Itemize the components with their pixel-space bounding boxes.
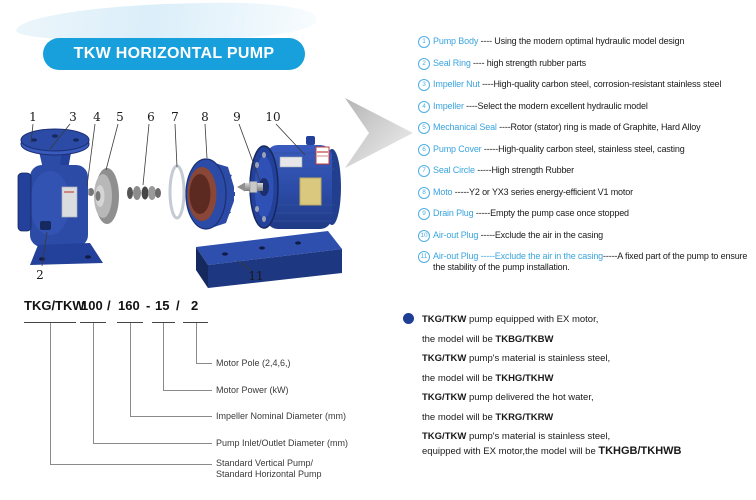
label-standard-pump-1: Standard Vertical Pump/ bbox=[216, 458, 314, 468]
label-standard-pump-2: Standard Horizontal Pump bbox=[216, 469, 322, 479]
feature-name: Seal Circle bbox=[433, 165, 475, 175]
feature-item-7 bbox=[418, 165, 754, 177]
callout-label-1: 1 bbox=[29, 110, 37, 124]
model-code: TKHG/TKHW bbox=[495, 372, 554, 384]
number-badge-icon: 7 bbox=[418, 165, 430, 177]
feature-name: Moto bbox=[433, 186, 453, 197]
model-separator: / bbox=[176, 298, 180, 313]
callout-label-7: 7 bbox=[171, 110, 179, 124]
number-badge-icon: 1 bbox=[418, 36, 430, 48]
feature-name: Air-out Plug -----Exclude the air in the casing bbox=[433, 251, 604, 261]
model-segment-series: TKG/TKW bbox=[24, 298, 85, 313]
callout-label-8: 8 bbox=[201, 110, 209, 124]
number-badge-icon: 2 bbox=[418, 58, 430, 70]
feature-desc: -----Exclude the air in the casing bbox=[478, 229, 604, 240]
label-impeller-diameter: Impeller Nominal Diameter (mm) bbox=[216, 411, 347, 421]
feature-desc: -----High strength Rubber bbox=[474, 165, 575, 175]
feature-desc: -----High-quality carbon steel, stainless steel, casting bbox=[481, 143, 685, 154]
feature-item-1 bbox=[418, 36, 754, 48]
connector-line bbox=[196, 363, 212, 364]
callout-label-4: 4 bbox=[93, 110, 101, 124]
number-badge-icon: 4 bbox=[418, 101, 430, 113]
feature-name: Impeller Nut bbox=[433, 79, 480, 89]
note-group-stainless bbox=[422, 349, 754, 388]
feature-name: Impeller bbox=[433, 100, 464, 111]
feature-item-8 bbox=[418, 187, 754, 199]
feature-name: Seal Ring bbox=[433, 57, 471, 68]
model-code: TKRG/TKRW bbox=[495, 411, 554, 423]
feature-desc: -----Empty the pump case once stopped bbox=[473, 208, 629, 218]
model-variant-notes bbox=[422, 310, 754, 459]
label-motor-pole: Motor Pole (2,4,6,) bbox=[216, 358, 291, 368]
feature-item-3 bbox=[418, 79, 754, 91]
model-segment-pole: 2 bbox=[191, 298, 199, 313]
feature-name: Pump Body bbox=[433, 36, 479, 46]
note-group-hot-water bbox=[422, 388, 754, 427]
feature-desc: -----A fixed part of the pump to ensure the stability of the pump installation. bbox=[433, 251, 748, 272]
connector-line bbox=[93, 323, 94, 443]
connector-line bbox=[163, 323, 164, 390]
feature-desc: ---- high strength rubber parts bbox=[470, 57, 586, 68]
connector-line bbox=[130, 323, 131, 416]
feature-desc: ----High-quality carbon steel, corrosion-resistant stainless steel bbox=[479, 79, 722, 89]
callout-label-10: 10 bbox=[265, 110, 281, 124]
label-inlet-diameter: Pump Inlet/Outlet Diameter (mm) bbox=[216, 438, 349, 448]
number-badge-icon: 9 bbox=[418, 208, 430, 220]
model-code: TKHGB/TKHWB bbox=[598, 445, 682, 457]
feature-name: Mechanical Seal bbox=[433, 122, 497, 132]
model-separator: - bbox=[146, 298, 151, 313]
callout-label-6: 6 bbox=[147, 110, 155, 124]
connector-line bbox=[163, 390, 212, 391]
note-line: the model will be TKHG/TKHW bbox=[422, 372, 554, 384]
model-separator: / bbox=[107, 298, 111, 313]
model-segment-power: 15 bbox=[155, 298, 170, 313]
callout-label-2: 2 bbox=[36, 268, 44, 282]
callout-label-5: 5 bbox=[116, 110, 124, 124]
number-badge-icon: 3 bbox=[418, 79, 430, 91]
callout-label-9: 9 bbox=[233, 110, 241, 124]
feature-desc: ---- Using the modern optimal hydraulic model design bbox=[478, 36, 685, 46]
number-badge-icon: 8 bbox=[418, 187, 430, 199]
note-group-ex-motor bbox=[422, 310, 754, 349]
feature-item-9 bbox=[418, 208, 754, 220]
model-segment-impeller: 160 bbox=[118, 298, 140, 313]
connector-line bbox=[130, 416, 212, 417]
number-badge-icon: 10 bbox=[418, 230, 430, 242]
feature-item-2 bbox=[418, 58, 754, 70]
connector-line bbox=[93, 443, 212, 444]
feature-item-11 bbox=[418, 251, 754, 273]
model-code: TKBG/TKBW bbox=[495, 333, 554, 345]
note-group-stainless-ex bbox=[422, 430, 754, 459]
feature-name: Pump Cover bbox=[433, 143, 482, 154]
feature-desc: ----Select the modern excellent hydraulic model bbox=[463, 100, 648, 111]
callout-label-11: 11 bbox=[248, 269, 264, 283]
note-line: the model will be TKBG/TKBW bbox=[422, 333, 554, 345]
feature-desc: -----Y2 or YX3 series energy-efficient V1 motor bbox=[452, 186, 633, 197]
label-motor-power: Motor Power (kW) bbox=[216, 385, 289, 395]
connector-line bbox=[50, 323, 51, 464]
feature-item-6 bbox=[418, 144, 754, 156]
note-line: the model will be TKRG/TKRW bbox=[422, 411, 554, 423]
note-line: TKG/TKW pump equipped with EX motor, bbox=[422, 314, 599, 325]
note-line: TKG/TKW pump's material is stainless steel, bbox=[422, 353, 611, 364]
note-line: equipped with EX motor,the model will be TKHGB/TKHWB bbox=[422, 445, 682, 457]
connector-line bbox=[50, 464, 212, 465]
feature-name: Air-out Plug bbox=[433, 229, 479, 240]
feature-item-5 bbox=[418, 122, 754, 134]
feature-list bbox=[418, 36, 754, 283]
feature-desc: ----Rotor (stator) ring is made of Graphite, Hard Alloy bbox=[496, 122, 701, 132]
page-title: TKW HORIZONTAL PUMP bbox=[73, 45, 275, 62]
bullet-circle-icon bbox=[403, 313, 414, 324]
number-badge-icon: 5 bbox=[418, 122, 430, 134]
model-segment-inlet: 100 bbox=[81, 298, 103, 313]
note-line: TKG/TKW pump's material is stainless steel, bbox=[422, 431, 611, 442]
connector-line bbox=[196, 323, 197, 363]
callout-label-3: 3 bbox=[69, 110, 77, 124]
number-badge-icon: 11 bbox=[418, 251, 430, 263]
feature-item-10 bbox=[418, 230, 754, 242]
feature-name: Drain Plug bbox=[433, 208, 474, 218]
note-line: TKG/TKW pump delivered the hot water, bbox=[422, 392, 594, 403]
number-badge-icon: 6 bbox=[418, 144, 430, 156]
feature-item-4 bbox=[418, 101, 754, 113]
